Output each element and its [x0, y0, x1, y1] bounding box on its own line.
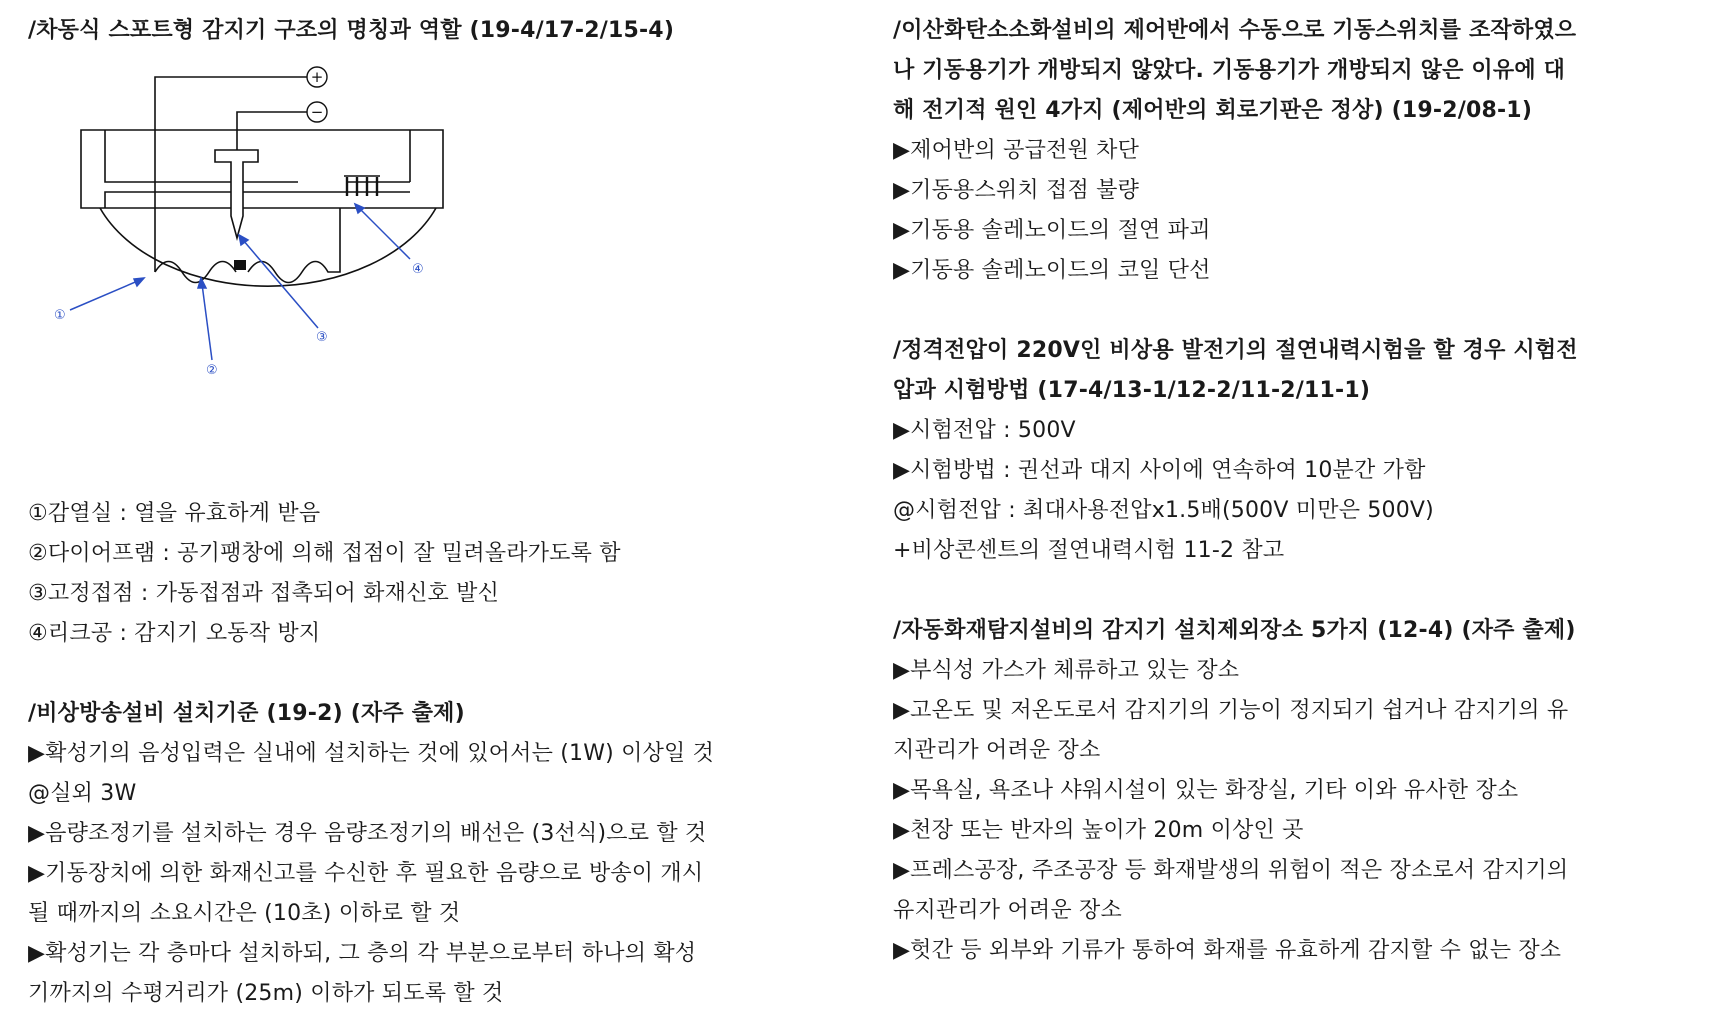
generator-item-4: +비상콘센트의 절연내력시험 11-2 참고 [893, 538, 1285, 563]
callout-2: ② [206, 363, 218, 378]
detector-structure-diagram [48, 62, 468, 422]
exclusion-line-8: ▶헛간 등 외부와 기류가 통하여 화재를 유효하게 감지할 수 없는 장소 [893, 938, 1562, 963]
housing-outline [81, 130, 443, 208]
broadcast-line-6: ▶확성기는 각 층마다 설치하되, 그 층의 각 부분으로부터 하나의 확성 [28, 941, 697, 966]
broadcast-line-2: @실외 3W [28, 781, 137, 806]
section-heading-detector-structure: /차동식 스포트형 감지기 구조의 명칭과 역할 (19-4/17-2/15-4) [28, 18, 675, 43]
callout-3: ③ [316, 330, 328, 345]
exclusion-line-6: ▶프레스공장, 주조공장 등 화재발생의 위험이 적은 장소로서 감지기의 [893, 858, 1569, 883]
co2-item-4: ▶기동용 솔레노이드의 코일 단선 [893, 258, 1211, 283]
exclusion-line-7: 유지관리가 어려운 장소 [893, 898, 1122, 923]
broadcast-line-7: 기까지의 수평거리가 (25m) 이하가 되도록 할 것 [28, 981, 504, 1006]
exclusion-line-3: 지관리가 어려운 장소 [893, 738, 1101, 763]
co2-item-3: ▶기동용 솔레노이드의 절연 파괴 [893, 218, 1211, 243]
exclusion-line-1: ▶부식성 가스가 체류하고 있는 장소 [893, 658, 1240, 683]
co2-heading-line-2: 나 기동용기가 개방되지 않았다. 기동용기가 개방되지 않은 이유에 대 [893, 58, 1566, 83]
generator-item-2: ▶시험방법 : 권선과 대지 사이에 연속하여 10분간 가함 [893, 458, 1426, 483]
exclusion-line-2: ▶고온도 및 저온도로서 감지기의 기능이 정지되기 쉽거나 감지기의 유 [893, 698, 1569, 723]
structure-item-2: ②다이어프램 : 공기팽창에 의해 접점이 잘 밀려올라가도록 함 [28, 541, 621, 566]
generator-heading-line-2: 압과 시험방법 (17-4/13-1/12-2/11-2/11-1) [893, 378, 1371, 403]
exclusion-line-4: ▶목욕실, 욕조나 샤워시설이 있는 화장실, 기타 이와 유사한 장소 [893, 778, 1519, 803]
fixed-contact [234, 260, 246, 270]
co2-heading-line-3: 해 전기적 원인 4가지 (제어반의 회로기판은 정상) (19-2/08-1) [893, 98, 1533, 123]
generator-item-3: @시험전압 : 최대사용전압x1.5배(500V 미만은 500V) [893, 498, 1434, 523]
exclusion-line-5: ▶천장 또는 반자의 높이가 20m 이상인 곳 [893, 818, 1304, 843]
callout-4: ④ [412, 262, 424, 277]
broadcast-line-4: ▶기동장치에 의한 화재신고를 수신한 후 필요한 음량으로 방송이 개시 [28, 861, 704, 886]
structure-item-4: ④리크공 : 감지기 오동작 방지 [28, 621, 321, 646]
callout-1: ① [54, 308, 66, 323]
heat-chamber-dome [100, 208, 436, 286]
section-heading-detector-exclusion: /자동화재탐지설비의 감지기 설치제외장소 5가지 (12-4) (자주 출제) [893, 618, 1576, 643]
minus-symbol: − [310, 103, 324, 121]
structure-item-1: ①감열실 : 열을 유효하게 받음 [28, 501, 321, 526]
generator-heading-line-1: /정격전압이 220V인 비상용 발전기의 절연내력시험을 할 경우 시험전 [893, 338, 1578, 363]
co2-item-2: ▶기동용스위치 접점 불량 [893, 178, 1140, 203]
structure-item-3: ③고정접점 : 가동접점과 접촉되어 화재신호 발신 [28, 581, 500, 606]
co2-item-1: ▶제어반의 공급전원 차단 [893, 138, 1140, 163]
broadcast-line-5: 될 때까지의 소요시간은 (10초) 이하로 할 것 [28, 901, 461, 926]
section-heading-emergency-broadcast: /비상방송설비 설치기준 (19-2) (자주 출제) [28, 701, 465, 726]
broadcast-line-3: ▶음량조정기를 설치하는 경우 음량조정기의 배선은 (3선식)으로 할 것 [28, 821, 707, 846]
callout-labels [54, 262, 424, 378]
generator-item-1: ▶시험전압 : 500V [893, 418, 1076, 443]
broadcast-line-1: ▶확성기의 음성입력은 실내에 설치하는 것에 있어서는 (1W) 이상일 것 [28, 741, 715, 766]
plus-symbol: + [310, 68, 324, 86]
co2-heading-line-1: /이산화탄소소화설비의 제어반에서 수동으로 기동스위치를 조작하였으 [893, 18, 1577, 43]
